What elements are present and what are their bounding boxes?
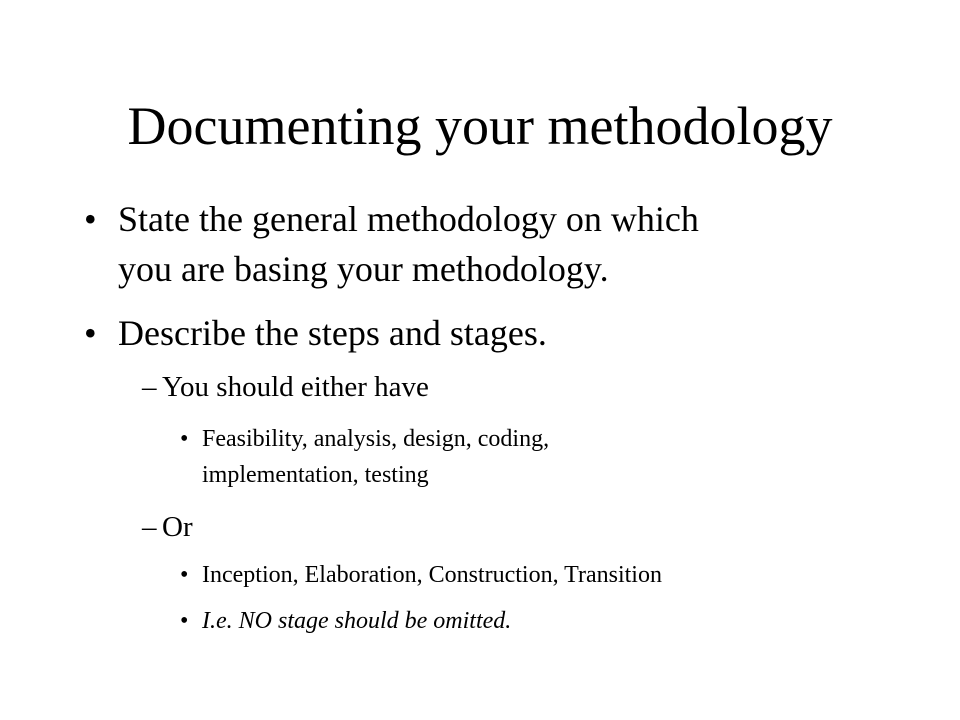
sub-sub-bullet-text-line: Feasibility, analysis, design, coding, bbox=[202, 426, 550, 452]
sub-item-text: Or bbox=[162, 511, 193, 543]
sub-sub-bullet-marker: • bbox=[180, 608, 189, 634]
sub-item-marker: – bbox=[142, 511, 157, 543]
sub-sub-bullet-text-line: I.e. NO stage should be omitted. bbox=[202, 608, 512, 634]
sub-item-text: You should either have bbox=[162, 371, 429, 403]
bullet-text-line: State the general methodology on which bbox=[118, 199, 699, 239]
sub-sub-bullet-text-line: Inception, Elaboration, Construction, Transition bbox=[202, 562, 662, 588]
bullet-marker: • bbox=[84, 313, 97, 353]
bullet-text-line: Describe the steps and stages. bbox=[118, 313, 547, 353]
slide-title: Documenting your methodology bbox=[127, 96, 833, 156]
sub-sub-bullet-marker: • bbox=[180, 562, 189, 588]
bullet-text-line: you are basing your methodology. bbox=[118, 249, 609, 289]
bullet-marker: • bbox=[84, 199, 97, 239]
sub-sub-bullet-text-line: implementation, testing bbox=[202, 462, 429, 488]
sub-sub-bullet-marker: • bbox=[180, 426, 189, 452]
sub-item-marker: – bbox=[142, 371, 157, 403]
